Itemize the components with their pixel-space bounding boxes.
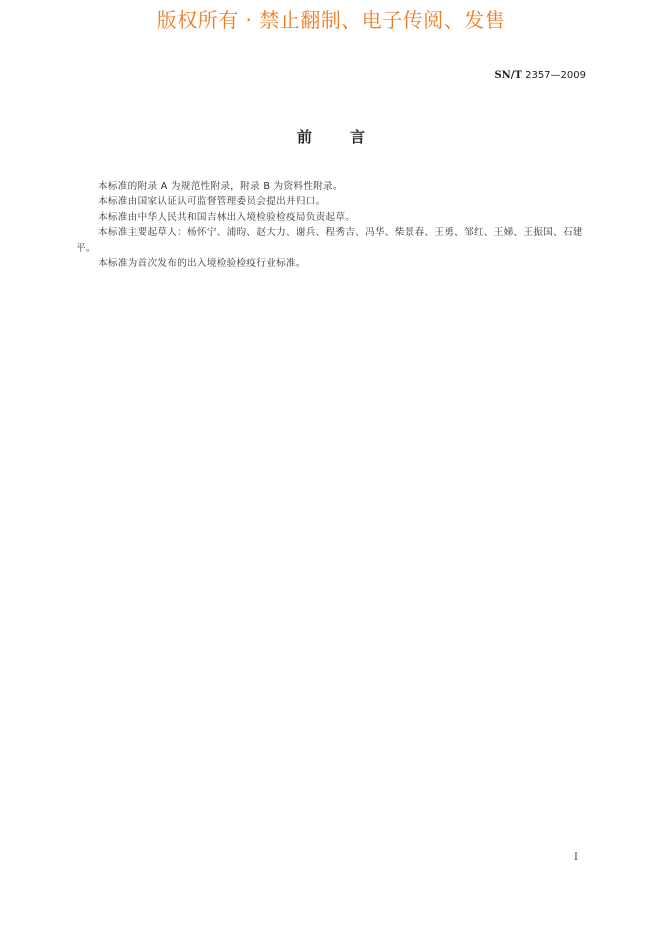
paragraph-proposer: 本标准由国家认证认可监督管理委员会提出并归口。 (98, 196, 326, 208)
paragraph-first-release: 本标准为首次发布的出入境检验检疫行业标准。 (98, 258, 306, 270)
foreword-body (76, 179, 590, 271)
standard-code (494, 69, 586, 83)
page-number: I (574, 852, 578, 863)
page-title (0, 127, 662, 147)
standard-number: 2357—2009 (525, 70, 586, 81)
paragraph-annex: 本标准的附录 A 为规范性附录，附录 B 为资料性附录。 (98, 181, 343, 192)
title-char-1: 前 (296, 128, 312, 146)
standard-prefix: SN/T (494, 70, 522, 81)
paragraph-drafting-unit: 本标准由中华人民共和国吉林出入境检验检疫局负责起草。 (98, 211, 356, 223)
copyright-watermark: 版权所有 · 禁止翻制、电子传阅、发售 (156, 8, 506, 32)
title-char-2: 言 (350, 128, 366, 146)
paragraph-drafters: 本标准主要起草人：杨怀宁、浦昀、赵大力、谢兵、程秀吉、冯华、柴景春、王勇、邹红、王娣、王振国、石建平。 (76, 227, 583, 254)
